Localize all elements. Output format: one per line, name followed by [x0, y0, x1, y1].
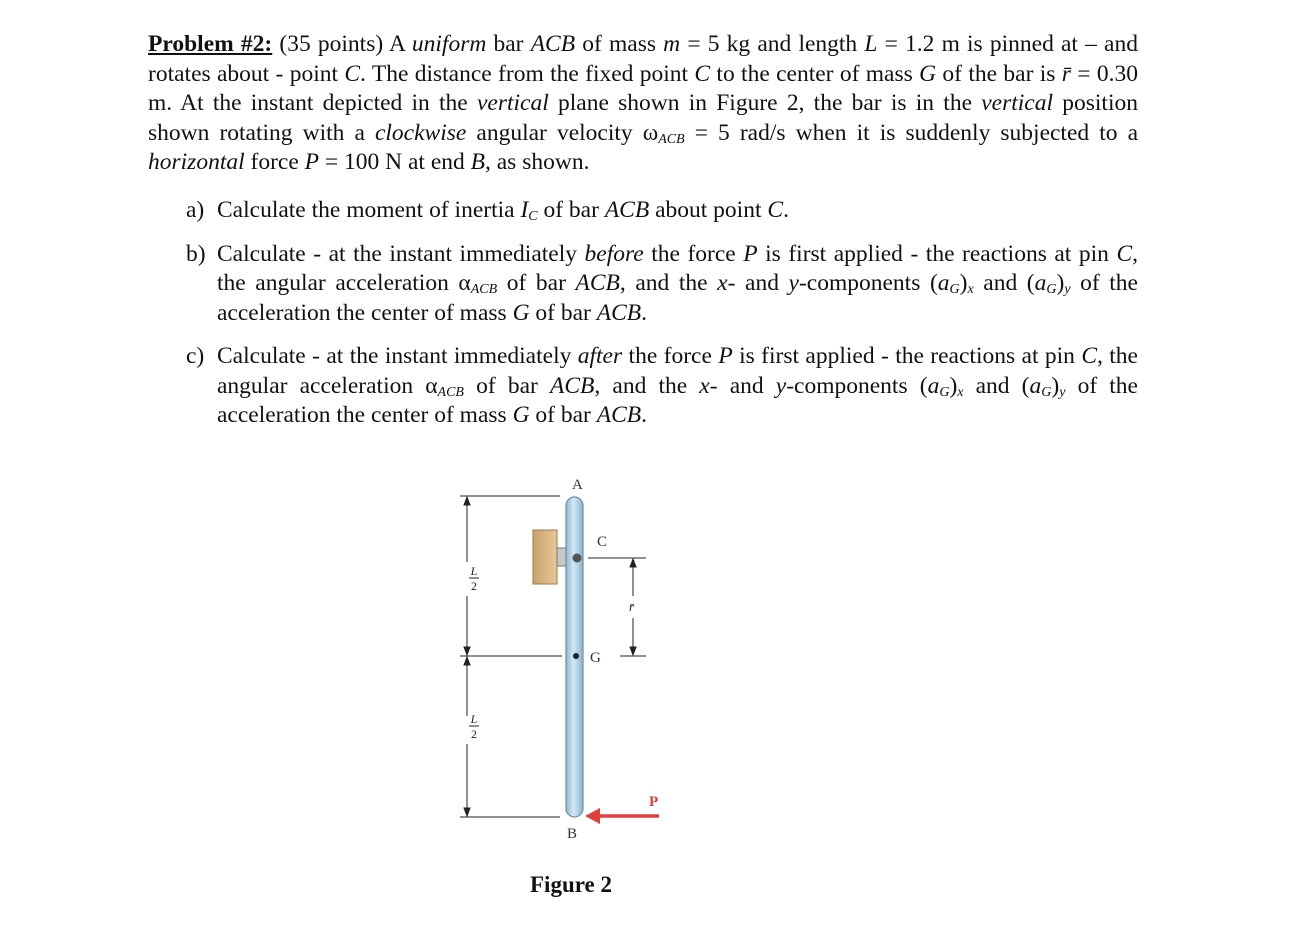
problem-heading: Problem #2:	[148, 31, 273, 57]
pin-c	[573, 554, 582, 563]
problem-statement: Problem #2: (35 points) A uniform bar ACB of mass m = 5 kg and length L = 1.2 m is pinned at – and rotates about - point C. The distance from the fixed point C to the center of mass G of the bar is r̄ = 0.30 m. At the instant depicted in the vertical plane shown in Figure 2, the bar is in the vertical position shown rotating with a clockwise angular velocity $\omega_{ACB} = 5$ rad/s when it is suddenly subjected to a horizontal force P = 100 N at end B, as shown.	[148, 31, 1138, 175]
label-b: B	[567, 826, 578, 842]
label-a: A	[572, 477, 583, 493]
force-p-arrowhead	[585, 808, 600, 824]
svg-text:2: 2	[471, 727, 477, 741]
wall-support	[533, 530, 557, 584]
label-g: G	[590, 650, 601, 666]
half-length-label-upper	[469, 564, 479, 593]
label-c: C	[597, 534, 608, 550]
label-p: P	[649, 794, 659, 810]
figure-caption: Figure 2	[530, 872, 612, 897]
rbar-dimension	[588, 558, 646, 656]
part-b: b) Calculate - at the instant immediately before the force P is first applied - the reactions at pin C, the angular acceleration $\alpha_{ACB}$ of bar ACB, and the x- and y-components $(a_G)_x$ and $(a_G)_y$ of the acceleration the center of mass G of bar ACB.	[186, 240, 1138, 326]
half-length-label-lower	[469, 712, 479, 741]
svg-text:L: L	[470, 712, 478, 726]
svg-text:2: 2	[471, 579, 477, 593]
part-a: a) Calculate the moment of inertia $I_C$ of bar ACB about point C.	[186, 197, 789, 224]
center-of-mass-g	[573, 653, 579, 659]
part-c: c) Calculate - at the instant immediately after the force P is first applied - the reactions at pin C, the angular acceleration $\alpha_{ACB}$ of bar ACB, and the x- and y-components $(a_G)_x$ and $(a_G)_y$ of the acceleration the center of mass G of bar ACB.	[186, 343, 1138, 428]
rbar-label: r̄	[629, 599, 635, 614]
svg-text:L: L	[470, 564, 478, 578]
